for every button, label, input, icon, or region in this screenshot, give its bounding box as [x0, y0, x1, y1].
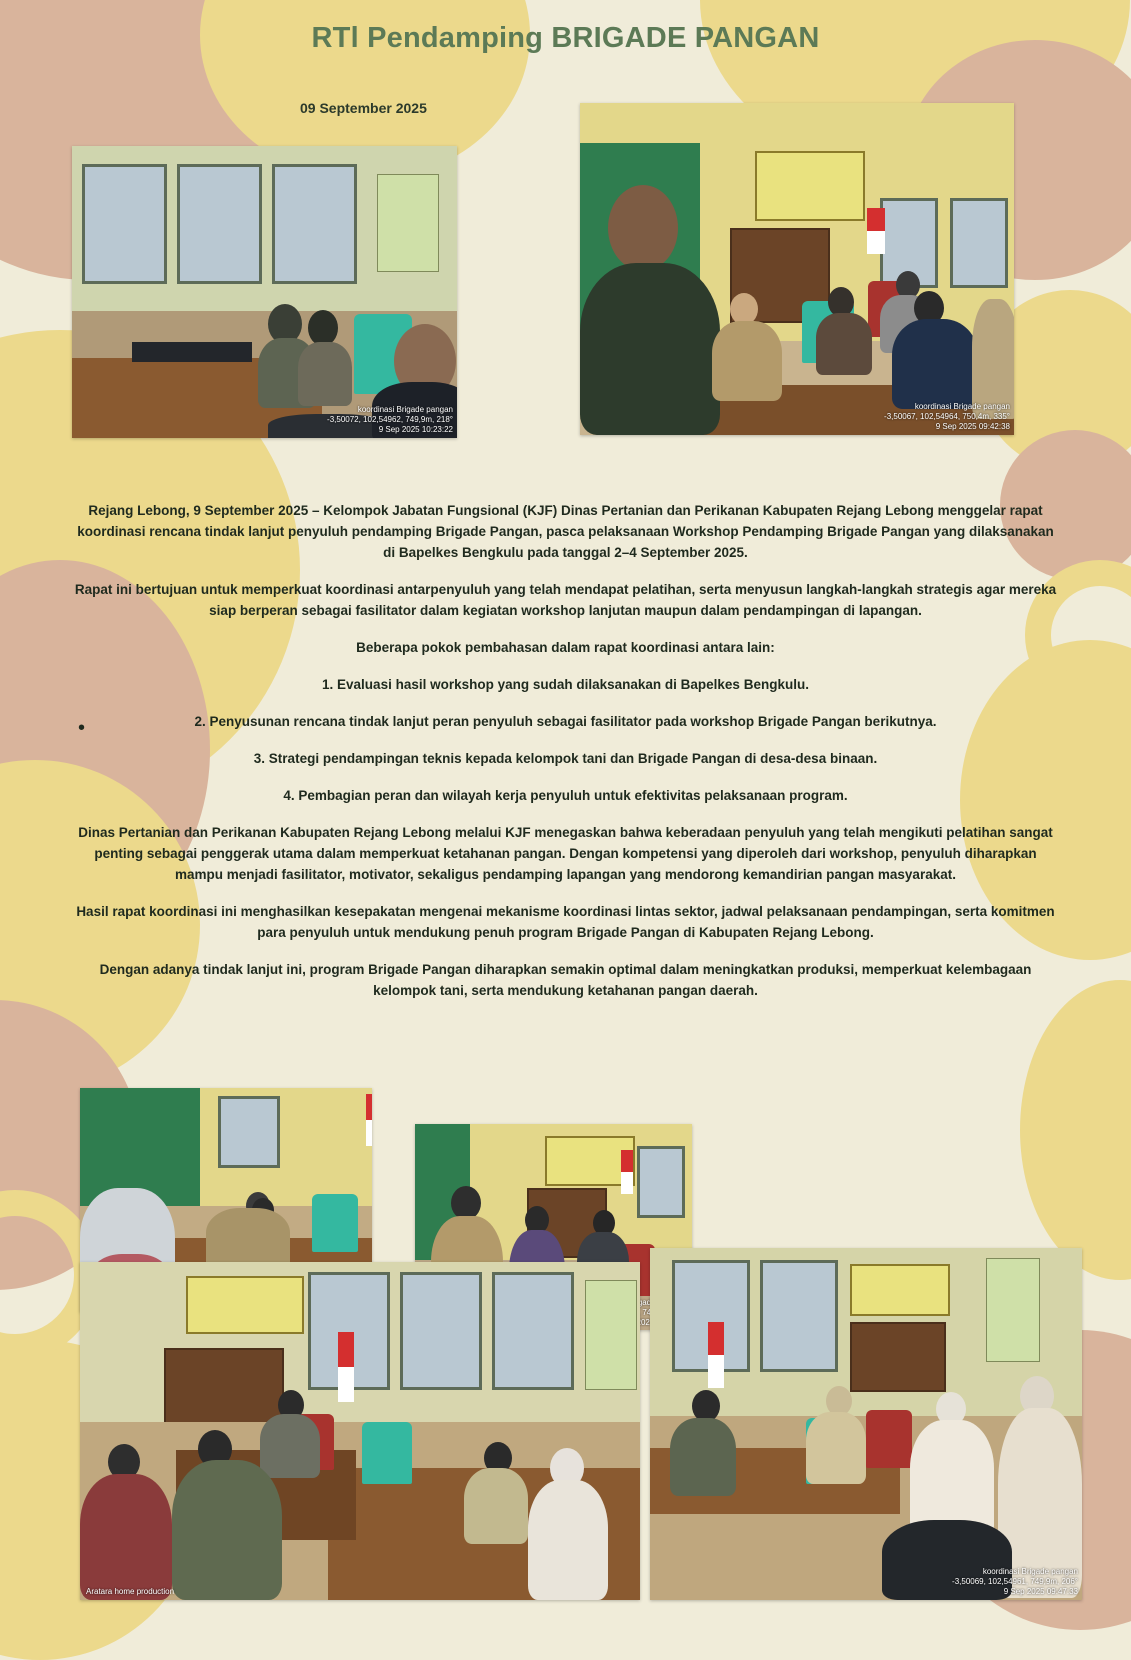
- photo-geotag-stamp: [327, 405, 453, 435]
- stamp-time: 9 Sep 2025 09:42:38: [935, 422, 1010, 431]
- article-point: 3. Strategi pendampingan teknis kepada kelompok tani dan Brigade Pangan di desa-desa binaan.: [253, 751, 878, 766]
- article-paragraph: Beberapa pokok pembahasan dalam rapat koordinasi antara lain:: [356, 640, 775, 655]
- article-point: 4. Pembagian peran dan wilayah kerja penyuluh untuk efektivitas pelaksanaan program.: [283, 788, 848, 803]
- stamp-coords: -3,50069, 102,54961, 749,9m, 206°: [952, 1577, 1078, 1586]
- page-title: RTl Pendamping BRIGADE PANGAN: [311, 22, 820, 54]
- photo-top-right: [580, 103, 1014, 435]
- stamp-time: 9 Sep 2025 09:47:33: [1003, 1587, 1078, 1596]
- article-point: 2. Penyusunan rencana tindak lanjut peran penyuluh sebagai fasilitator pada workshop Brigade Pangan berikutnya.: [194, 714, 937, 729]
- bullet-marker: •: [78, 717, 86, 739]
- stamp-time: 2025: [636, 1318, 655, 1327]
- article-paragraph: Rejang Lebong, 9 September 2025 – Kelompok Jabatan Fungsional (KJF) Dinas Pertanian dan Perikanan Kabupaten Rejang Lebong menggelar rapat koordinasi rencana tindak lanjut penyuluh pendamping Brigade Pangan, pasca pelaksanaan Workshop Pendamping Brigade Pangan yang dilaksanakan di Bapelkes Bengkulu pada tanggal 2–4 September 2025.: [77, 503, 1054, 560]
- photo-geotag-stamp: [952, 1567, 1078, 1597]
- photo-top-left: [72, 146, 457, 438]
- stamp-title: Aratara home production: [86, 1587, 175, 1596]
- stamp-title: koordinasi Brigade pangan: [914, 402, 1010, 411]
- stamp-coords: -3,50072, 102,54962, 749,9m, 218°: [327, 415, 453, 424]
- stamp-title: koordinasi Brigade pangan: [982, 1567, 1078, 1576]
- event-date: 09 September 2025: [300, 100, 427, 116]
- stamp-time: 9 Sep 2025 10:23:22: [378, 425, 453, 434]
- photo-bottom-right: [650, 1248, 1082, 1600]
- article-point: 1. Evaluasi hasil workshop yang sudah dilaksanakan di Bapelkes Bengkulu.: [322, 677, 809, 692]
- article-paragraph: Rapat ini bertujuan untuk memperkuat koordinasi antarpenyuluh yang telah mendapat pelatihan, serta menyusun langkah-langkah strategis agar mereka siap berperan sebagai fasilitator dalam kegiatan workshop lanjutan maupun dalam pendampingan di lapangan.: [74, 582, 1057, 618]
- article-paragraph: Dengan adanya tindak lanjut ini, program Brigade Pangan diharapkan semakin optimal dalam meningkatkan produksi, memperkuat kelembagaan kelompok tani, serta mendukung ketahanan pangan daerah.: [99, 962, 1032, 998]
- decorative-blob: [1020, 980, 1131, 1280]
- article-body: [72, 500, 1059, 1017]
- photo-geotag-stamp: [884, 402, 1010, 432]
- photo-watermark: [86, 1587, 174, 1597]
- article-paragraph: Dinas Pertanian dan Perikanan Kabupaten Rejang Lebong melalui KJF menegaskan bahwa keberadaan penyuluh yang telah mengikuti pelatihan sangat penting sebagai penggerak utama dalam memperkuat ketahanan pangan. Dengan kompetensi yang diperoleh dari workshop, penyuluh diharapkan mampu menjadi fasilitator, motivator, sekaligus pendamping lapangan yang mendorong kemandirian pangan masyarakat.: [78, 825, 1053, 882]
- article-paragraph: Hasil rapat koordinasi ini menghasilkan kesepakatan mengenai mekanisme koordinasi lintas sektor, jadwal pelaksanaan pendampingan, serta komitmen para penyuluh untuk mendukung penuh program Brigade Pangan di Kabupaten Rejang Lebong.: [76, 904, 1055, 940]
- photo-bottom-left: [80, 1262, 640, 1600]
- stamp-title: Brigade: [628, 1298, 656, 1307]
- stamp-coords: -3,50067, 102,54964, 750,4m, 335°: [884, 412, 1010, 421]
- stamp-title: koordinasi Brigade pangan: [357, 405, 453, 414]
